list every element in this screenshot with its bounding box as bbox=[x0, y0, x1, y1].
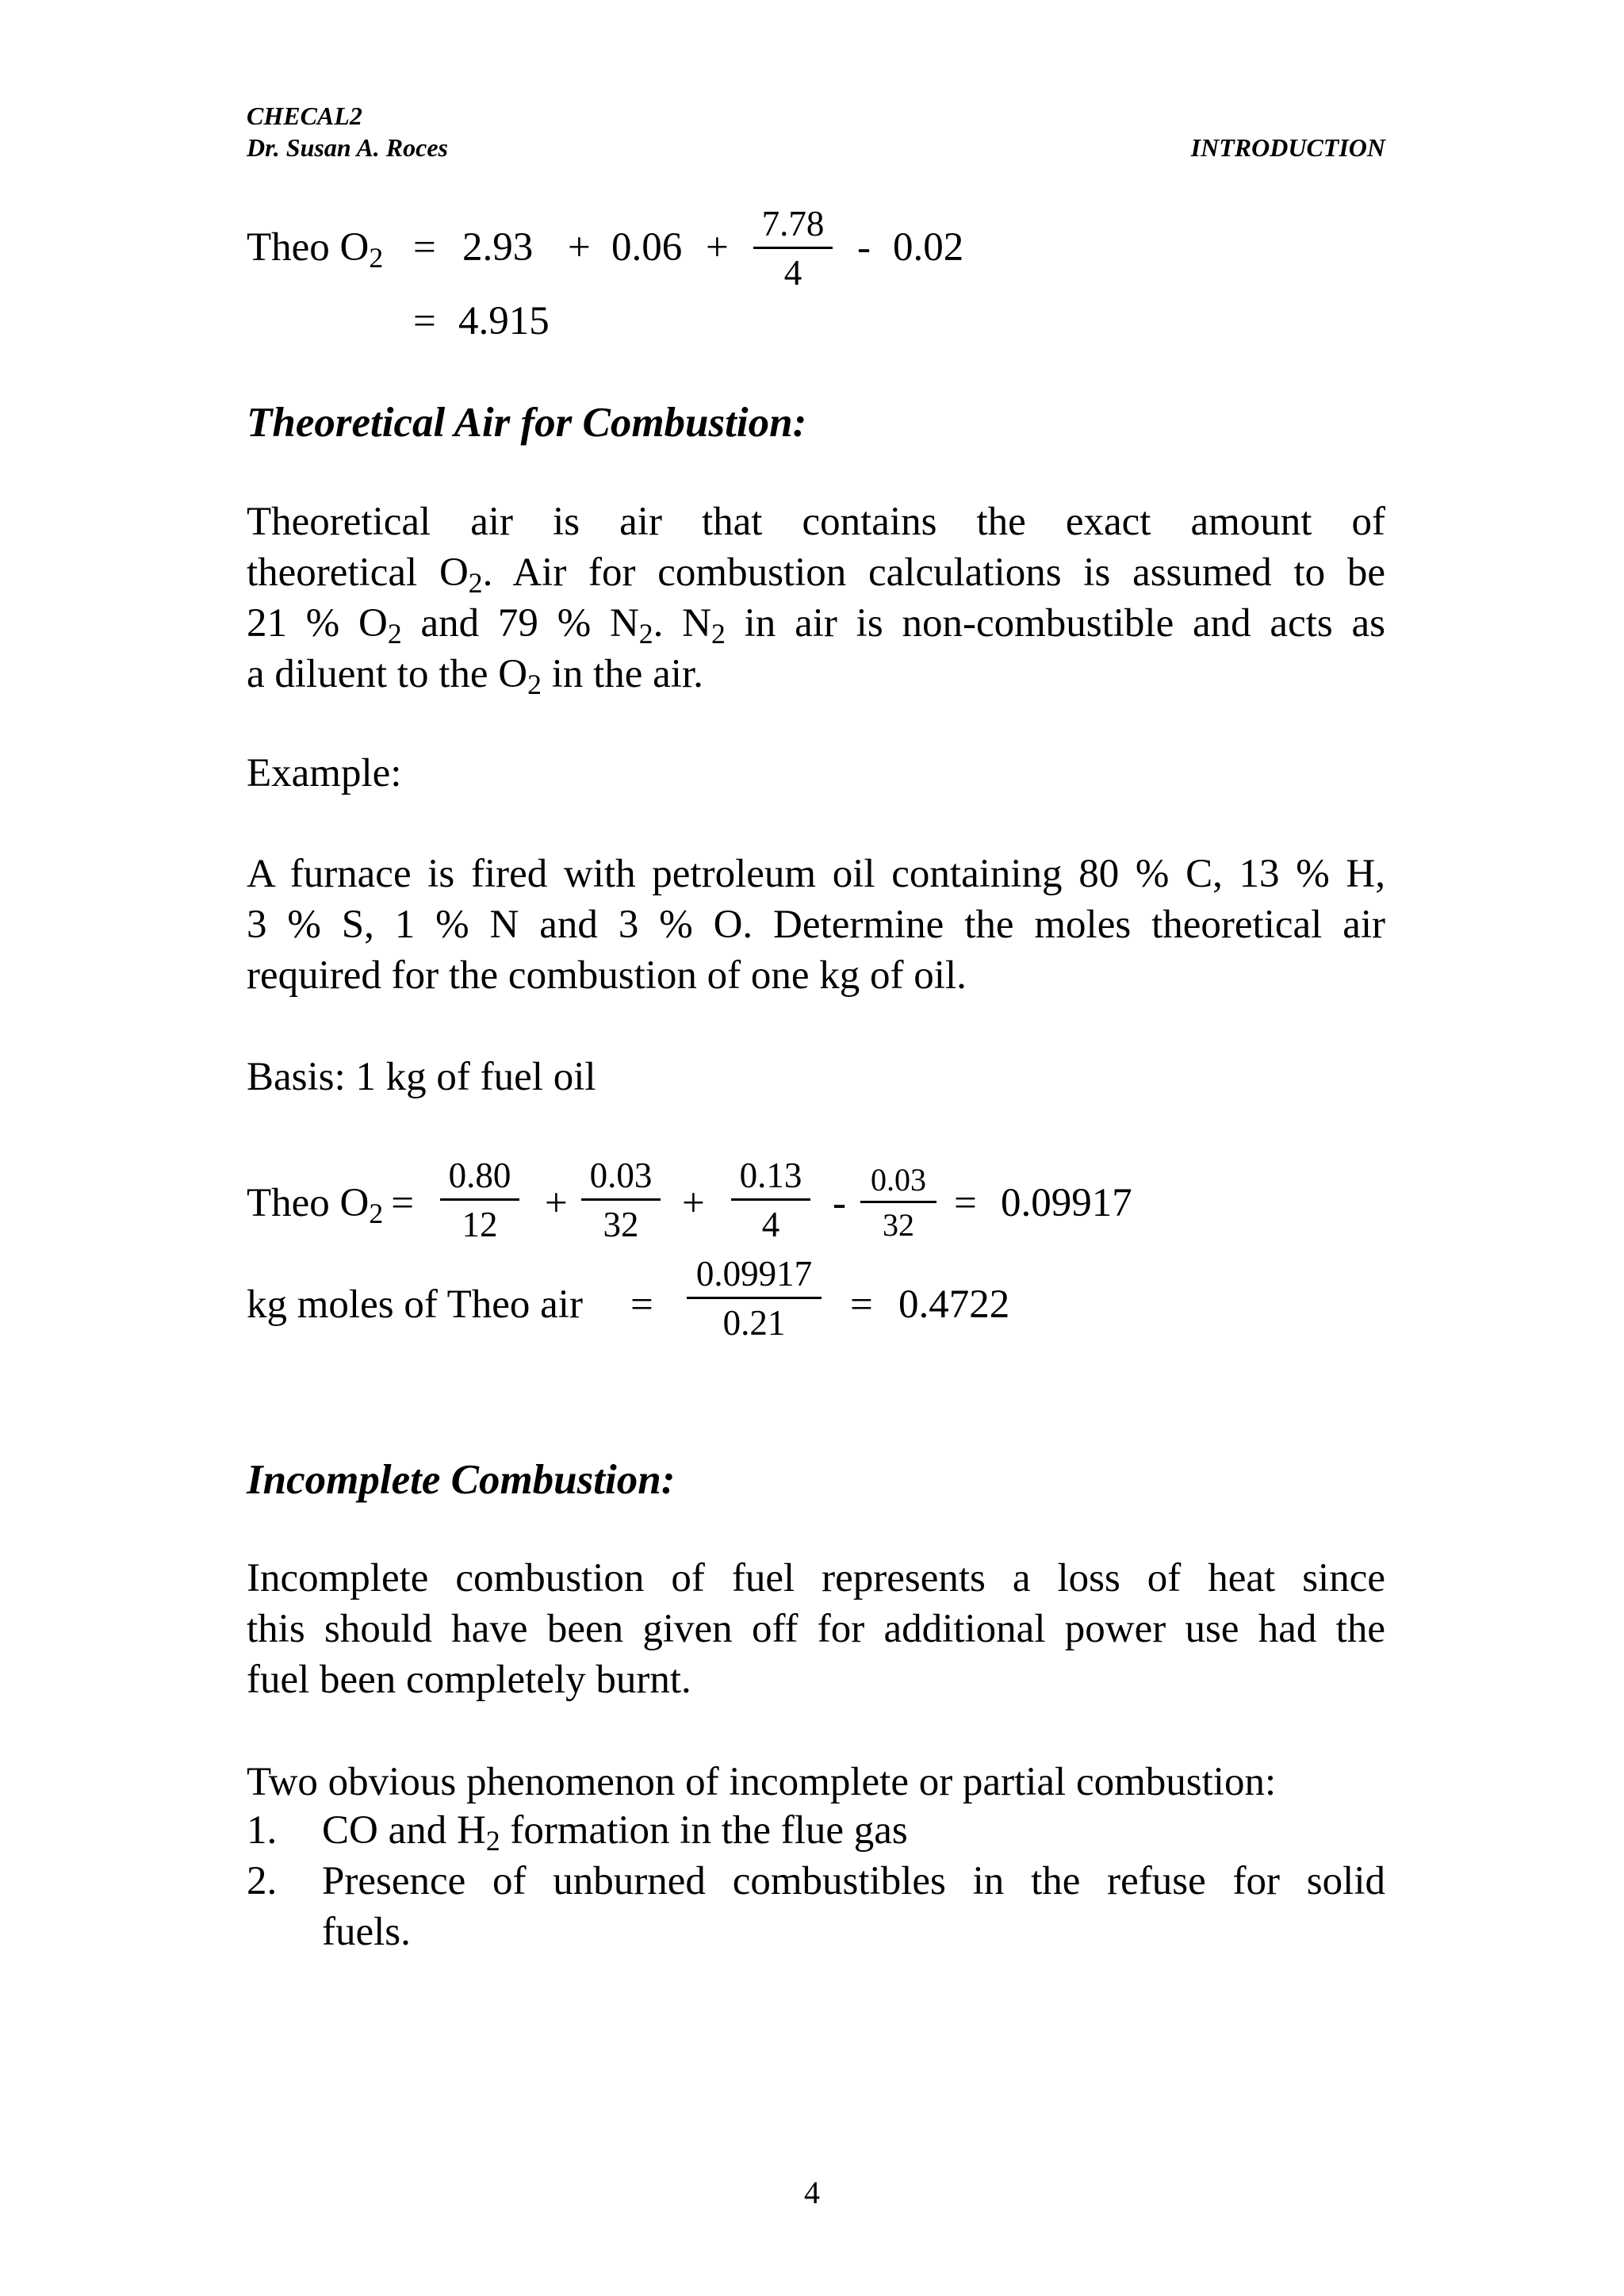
eq1-lhs: Theo $O_2$ bbox=[247, 225, 384, 274]
list-item-2-number: 2. bbox=[247, 1859, 278, 1903]
header-section: INTRODUCTION bbox=[1190, 133, 1385, 162]
list-item-2-line-2: fuels. bbox=[322, 1910, 411, 1954]
eq1-result: 4.915 bbox=[458, 299, 550, 343]
eq2-f4-denominator: 32 bbox=[883, 1207, 914, 1243]
eq3-lhs: kg moles of Theo air bbox=[247, 1282, 583, 1327]
eq2-result: 0.09917 bbox=[1001, 1181, 1132, 1225]
eq2-f1-numerator: 0.80 bbox=[448, 1156, 511, 1195]
eq2-fraction-3 bbox=[731, 1158, 810, 1243]
eq2-equals: = bbox=[954, 1181, 977, 1225]
header-course: CHECAL2 bbox=[247, 102, 362, 130]
eq2-lhs: Theo $O_2$ = bbox=[247, 1181, 414, 1229]
eq1-term-1: 2.93 bbox=[462, 225, 534, 270]
eq2-f2-denominator: 32 bbox=[603, 1205, 639, 1244]
paragraph-line-3: 21 % $O_2$ and 79 % $N_2$. $N_2$ in air is non-combustible and acts as bbox=[247, 601, 1385, 650]
paragraph-line-1: Theoretical air is air that contains the exact amount of bbox=[247, 500, 1385, 544]
example-line-2: 3 % S, 1 % N and 3 % O. Determine the moles theoretical air bbox=[247, 903, 1385, 947]
section-heading-theoretical-air: Theoretical Air for Combustion: bbox=[247, 400, 807, 446]
paragraph-example bbox=[247, 849, 1385, 1001]
paragraph-line-2: theoretical $O_2$. Air for combustion calculations is assumed to be bbox=[247, 550, 1386, 599]
eq2-fraction-4 bbox=[860, 1164, 936, 1241]
eq3-result: 0.4722 bbox=[898, 1282, 1010, 1327]
incomplete-line-2: this should have been given off for additional power use had the bbox=[247, 1607, 1385, 1651]
example-line-1: A furnace is fired with petroleum oil containing 80 % C, 13 % H, bbox=[247, 852, 1385, 896]
eq1-fraction bbox=[753, 206, 833, 291]
eq3-equals: = bbox=[630, 1282, 653, 1327]
eq2-minus: - bbox=[833, 1181, 846, 1225]
eq1-frac-denominator: 4 bbox=[783, 253, 802, 293]
list-item-2-line-1: Presence of unburned combustibles in the refuse for solid bbox=[322, 1859, 1385, 1903]
paragraph-theoretical-air bbox=[247, 496, 1385, 700]
eq1-equals: = bbox=[413, 225, 436, 270]
eq1-plus-1: + bbox=[568, 225, 591, 270]
phenomena-intro: Two obvious phenomenon of incomplete or partial combustion: bbox=[247, 1760, 1277, 1804]
eq2-plus-1: + bbox=[545, 1181, 568, 1225]
paragraph-incomplete-combustion bbox=[247, 1553, 1385, 1705]
list-item-2-text bbox=[322, 1856, 1385, 1957]
example-line-3: required for the combustion of one kg of oil. bbox=[247, 953, 967, 998]
eq2-f3-numerator: 0.13 bbox=[739, 1156, 802, 1195]
incomplete-line-3: fuel been completely burnt. bbox=[247, 1658, 691, 1702]
paragraph-line-4: a diluent to the $O_2$ in the air. bbox=[247, 652, 703, 700]
list-item-1-number: 1. bbox=[247, 1808, 278, 1853]
eq1-frac-numerator: 7.78 bbox=[761, 204, 825, 243]
page-number: 4 bbox=[804, 2175, 820, 2210]
eq2-f3-denominator: 4 bbox=[761, 1205, 780, 1244]
section-heading-incomplete-combustion: Incomplete Combustion: bbox=[247, 1457, 676, 1503]
eq1-equals-2: = bbox=[413, 299, 436, 343]
eq1-term-4: 0.02 bbox=[893, 225, 964, 270]
eq1-plus-2: + bbox=[706, 225, 729, 270]
example-label: Example: bbox=[247, 751, 402, 795]
eq2-fraction-2 bbox=[581, 1158, 661, 1243]
list-item-1-text: CO and $H_2$ formation in the flue gas bbox=[322, 1808, 908, 1857]
eq2-f2-numerator: 0.03 bbox=[589, 1156, 653, 1195]
eq2-f1-denominator: 12 bbox=[462, 1205, 498, 1244]
eq2-f4-numerator: 0.03 bbox=[871, 1162, 926, 1198]
eq1-minus: - bbox=[857, 225, 871, 270]
header-author: Dr. Susan A. Roces bbox=[247, 133, 448, 162]
eq3-fraction bbox=[687, 1256, 822, 1341]
incomplete-line-1: Incomplete combustion of fuel represents a loss of heat since bbox=[247, 1556, 1385, 1600]
eq3-denominator: 0.21 bbox=[722, 1303, 786, 1343]
eq3-numerator: 0.09917 bbox=[695, 1254, 813, 1294]
eq2-plus-2: + bbox=[682, 1181, 705, 1225]
basis-line: Basis: 1 kg of fuel oil bbox=[247, 1055, 596, 1099]
eq1-term-2: 0.06 bbox=[611, 225, 683, 270]
eq3-equals-2: = bbox=[850, 1282, 873, 1327]
eq2-fraction-1 bbox=[440, 1158, 519, 1243]
